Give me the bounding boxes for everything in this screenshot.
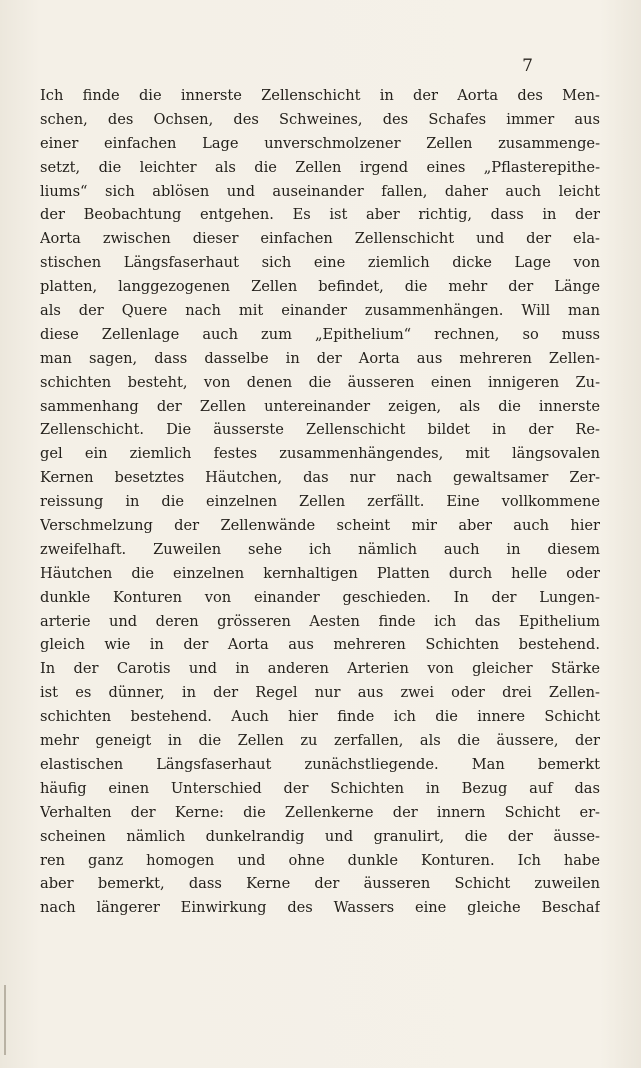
- text-line: Häutchen die einzelnen kernhaltigen Platten durch helle oder: [40, 564, 600, 582]
- text-line: häufig einen Unterschied der Schichten in Bezug auf das: [40, 779, 600, 797]
- text-line: schichten bestehend. Auch hier finde ich die innere Schicht: [40, 708, 600, 726]
- text-line: Kernen besetztes Häutchen, das nur nach gewaltsamer Zer-: [40, 469, 600, 487]
- body-text: [40, 84, 600, 920]
- text-line: ren ganz homogen und ohne dunkle Konturen. Ich habe: [40, 851, 600, 869]
- text-line: Zellenschicht. Die äusserste Zellenschicht bildet in der Re-: [40, 421, 600, 439]
- text-line: als der Quere nach mit einander zusammenhängen. Will man: [40, 302, 600, 320]
- text-line: stischen Längsfaserhaut sich eine ziemlich dicke Lage von: [40, 254, 600, 272]
- text-line: der Beobachtung entgehen. Es ist aber richtig, dass in der: [40, 206, 600, 224]
- text-line: dunkle Konturen von einander geschieden. In der Lungen-: [40, 588, 600, 606]
- text-line: man sagen, dass dasselbe in der Aorta aus mehreren Zellen-: [40, 349, 600, 367]
- text-line: In der Carotis und in anderen Arterien von gleicher Stärke: [40, 660, 600, 678]
- text-line: ist es dünner, in der Regel nur aus zwei oder drei Zellen-: [40, 684, 600, 702]
- text-line: aber bemerkt, dass Kerne der äusseren Schicht zuweilen: [40, 875, 600, 893]
- text-line: schichten besteht, von denen die äusseren einen innigeren Zu-: [40, 373, 600, 391]
- text-line: diese Zellenlage auch zum „Epithelium“ rechnen, so muss: [40, 325, 600, 343]
- page-edge-mark: [4, 985, 6, 1055]
- text-line: Ich finde die innerste Zellenschicht in der Aorta des Men-: [40, 87, 600, 104]
- text-line: reissung in die einzelnen Zellen zerfällt. Eine vollkommene: [40, 493, 600, 511]
- text-line: einer einfachen Lage unverschmolzener Zellen zusammenge-: [40, 134, 600, 152]
- text-line: scheinen nämlich dunkelrandig und granulirt, die der äusse-: [40, 827, 600, 845]
- text-line: gleich wie in der Aorta aus mehreren Schichten bestehend.: [40, 636, 600, 654]
- text-line: Verhalten der Kerne: die Zellenkerne der innern Schicht er-: [40, 803, 600, 821]
- text-line: gel ein ziemlich festes zusammenhängendes, mit längsovalen: [40, 445, 600, 463]
- text-line: elastischen Längsfaserhaut zunächstliegende. Man bemerkt: [40, 755, 600, 773]
- text-line: liums“ sich ablösen und auseinander fallen, daher auch leicht: [40, 182, 600, 200]
- text-line: Verschmelzung der Zellenwände scheint mir aber auch hier: [40, 517, 600, 535]
- text-line: setzt, die leichter als die Zellen irgend eines „Pflasterepithe-: [40, 158, 600, 176]
- text-line: arterie und deren grösseren Aesten finde ich das Epithelium: [40, 612, 600, 630]
- text-line: platten, langgezogenen Zellen befindet, die mehr der Länge: [40, 278, 600, 296]
- text-line: zweifelhaft. Zuweilen sehe ich nämlich auch in diesem: [40, 540, 600, 558]
- text-line: Aorta zwischen dieser einfachen Zellenschicht und der ela-: [40, 230, 600, 248]
- text-line: nach längerer Einwirkung des Wassers eine gleiche Beschaf: [40, 899, 600, 917]
- text-line: schen, des Ochsen, des Schweines, des Schafes immer aus: [40, 110, 600, 128]
- page-number: 7: [522, 56, 533, 76]
- text-line: mehr geneigt in die Zellen zu zerfallen, als die äussere, der: [40, 732, 600, 750]
- text-line: sammenhang der Zellen untereinander zeigen, als die innerste: [40, 397, 600, 415]
